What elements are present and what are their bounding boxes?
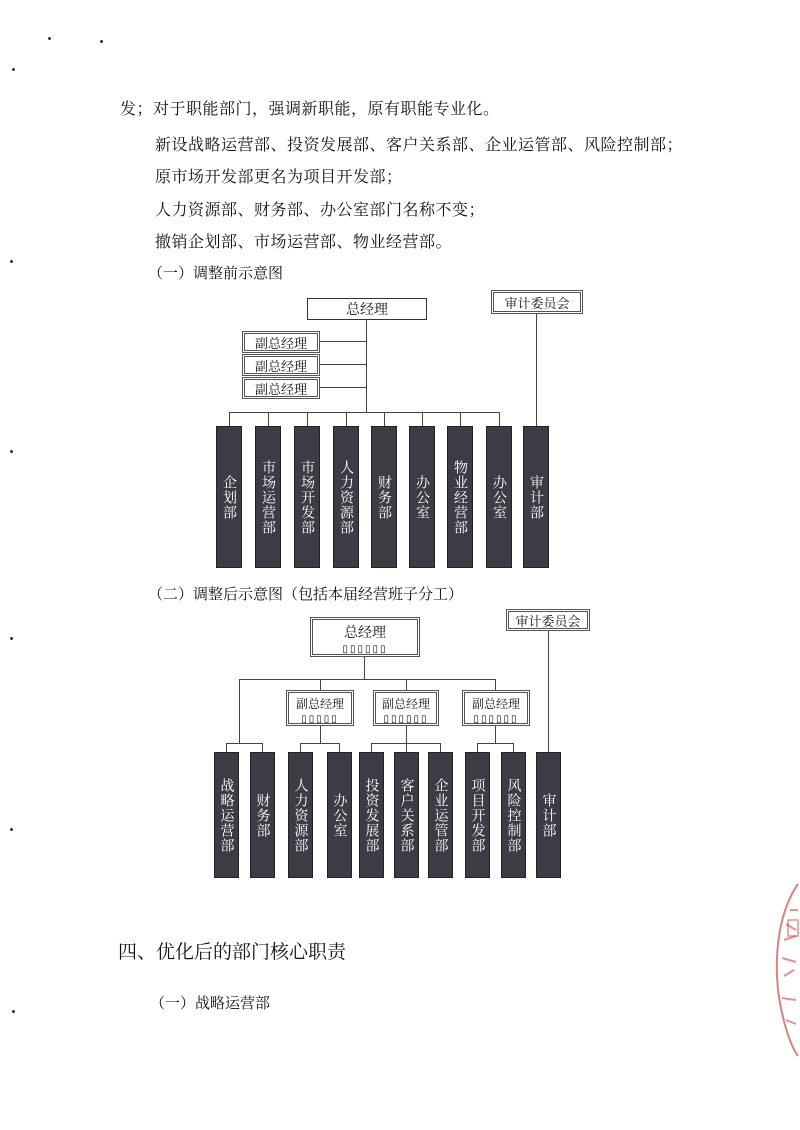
dept-label: 物业经营部	[452, 459, 468, 535]
connector-line	[300, 743, 301, 752]
dept-label: 办公室	[331, 792, 348, 838]
connector-line	[226, 743, 263, 744]
connector-line	[495, 726, 496, 743]
scan-speck	[10, 260, 13, 263]
chart2-audit-committee-box: 审计委员会	[506, 609, 590, 631]
connector-line	[300, 743, 340, 744]
dept-label: 战略运营部	[218, 777, 235, 853]
connector-line	[513, 743, 514, 752]
vgm-label: 副总经理	[471, 697, 520, 711]
paragraph-line: 新设战略运营部、投资发展部、客户关系部、企业运管部、风险控制部；	[155, 135, 684, 154]
connector-line	[320, 726, 321, 743]
connector-line	[307, 412, 308, 426]
chart2-caption: （二）调整后示意图（包括本届经营班子分工）	[148, 585, 464, 603]
chart2-gm-box	[310, 617, 420, 657]
connector-line	[226, 743, 227, 752]
connector-line	[320, 364, 366, 365]
dept-label: 企业运管部	[432, 777, 449, 853]
connector-line	[364, 657, 365, 679]
scan-speck	[10, 828, 13, 831]
vgm-label: 副总经理	[381, 697, 430, 711]
chart1-audit-committee-box: 审计委员会	[491, 290, 583, 314]
chart1-dept-box	[255, 426, 281, 568]
scan-speck	[10, 450, 13, 453]
connector-line	[239, 679, 495, 680]
scan-speck	[10, 637, 13, 640]
dept-label: 市场开发部	[299, 459, 315, 535]
chart2-dept-box	[250, 752, 275, 878]
subsection-heading: （一）战略运营部	[150, 994, 271, 1012]
connector-line	[406, 679, 407, 690]
dept-label: 风险控制部	[505, 777, 522, 853]
dept-label: 审计部	[528, 474, 544, 520]
chart1-dept-box	[409, 426, 435, 568]
chart2-vgm-box	[373, 690, 439, 726]
chart1-dept-box	[523, 426, 549, 568]
connector-line	[268, 412, 269, 426]
red-seal-stamp	[760, 880, 800, 1060]
connector-line	[460, 412, 461, 426]
vgm-placeholder-marks: ▯▯▯▯▯▯	[383, 714, 429, 725]
scan-speck	[48, 37, 51, 40]
section-heading: 四、优化后的部门核心职责	[118, 941, 347, 963]
dept-label: 人力资源部	[292, 777, 309, 853]
connector-line	[422, 412, 423, 426]
connector-line	[384, 412, 385, 426]
dept-label: 企划部	[221, 474, 237, 520]
vgm-placeholder-marks: ▯▯▯▯▯▯	[473, 714, 519, 725]
dept-label: 财务部	[254, 792, 271, 838]
dept-label: 投资发展部	[363, 777, 380, 853]
chart1-dept-box	[486, 426, 512, 568]
paragraph-line: 原市场开发部更名为项目开发部；	[155, 167, 403, 186]
vgm-label: 副总经理	[295, 697, 344, 711]
chart2-dept-box	[288, 752, 313, 878]
connector-line	[262, 743, 263, 752]
connector-line	[477, 743, 478, 752]
chart1-dept-box	[333, 426, 359, 568]
chart2-dept-box	[428, 752, 453, 878]
dept-label: 办公室	[491, 474, 507, 520]
chart2-dept-box	[359, 752, 384, 878]
chart1-dept-box	[294, 426, 320, 568]
gm-placeholder-marks: ▯▯▯▯▯▯	[342, 644, 388, 655]
connector-line	[366, 320, 367, 413]
connector-line	[495, 679, 496, 690]
scan-speck	[12, 1010, 15, 1013]
chart1-gm-box: 总经理	[307, 298, 427, 320]
chart2-dept-box	[501, 752, 526, 878]
connector-line	[499, 412, 500, 426]
connector-line	[440, 743, 441, 752]
connector-line	[346, 412, 347, 426]
chart1-vgm-box: 副总经理	[242, 377, 320, 399]
connector-line	[406, 726, 407, 743]
chart2-dept-box	[465, 752, 490, 878]
dept-label: 人力资源部	[338, 459, 354, 535]
connector-line	[406, 743, 407, 752]
chart1-dept-box	[371, 426, 397, 568]
connector-line	[536, 314, 537, 426]
chart2-dept-box	[536, 752, 561, 878]
dept-label: 审计部	[540, 792, 557, 838]
paragraph-line: 人力资源部、财务部、办公室部门名称不变；	[155, 200, 486, 219]
connector-line	[477, 743, 514, 744]
connector-line	[548, 631, 549, 752]
chart2-vgm-box	[286, 690, 354, 726]
chart1-dept-box	[447, 426, 473, 568]
connector-line	[339, 743, 340, 752]
dept-label: 项目开发部	[469, 777, 486, 853]
connector-line	[239, 679, 240, 743]
chart1-vgm-box: 副总经理	[242, 354, 320, 376]
chart1-vgm-box: 副总经理	[242, 331, 320, 353]
chart1-caption: （一）调整前示意图	[148, 264, 284, 282]
chart2-dept-box	[214, 752, 239, 878]
paragraph-line: 撤销企划部、市场运营部、物业经营部。	[155, 232, 453, 251]
dept-label: 办公室	[414, 474, 430, 520]
dept-label: 市场运营部	[260, 459, 276, 535]
gm-label: 总经理	[344, 625, 386, 641]
connector-line	[320, 679, 321, 690]
connector-line	[320, 341, 366, 342]
paragraph-line: 发；对于职能部门，强调新职能，原有职能专业化。	[120, 99, 500, 118]
scan-speck	[12, 68, 15, 71]
scan-speck	[100, 40, 103, 43]
chart2-dept-box	[394, 752, 419, 878]
connector-line	[229, 412, 230, 426]
chart2-vgm-box	[462, 690, 530, 726]
chart1-dept-box	[216, 426, 242, 568]
connector-line	[320, 387, 366, 388]
dept-label: 财务部	[376, 474, 392, 520]
dept-label: 客户关系部	[398, 777, 415, 853]
connector-line	[371, 743, 372, 752]
chart2-dept-box	[327, 752, 352, 878]
vgm-placeholder-marks: ▯▯▯▯▯	[301, 714, 339, 725]
